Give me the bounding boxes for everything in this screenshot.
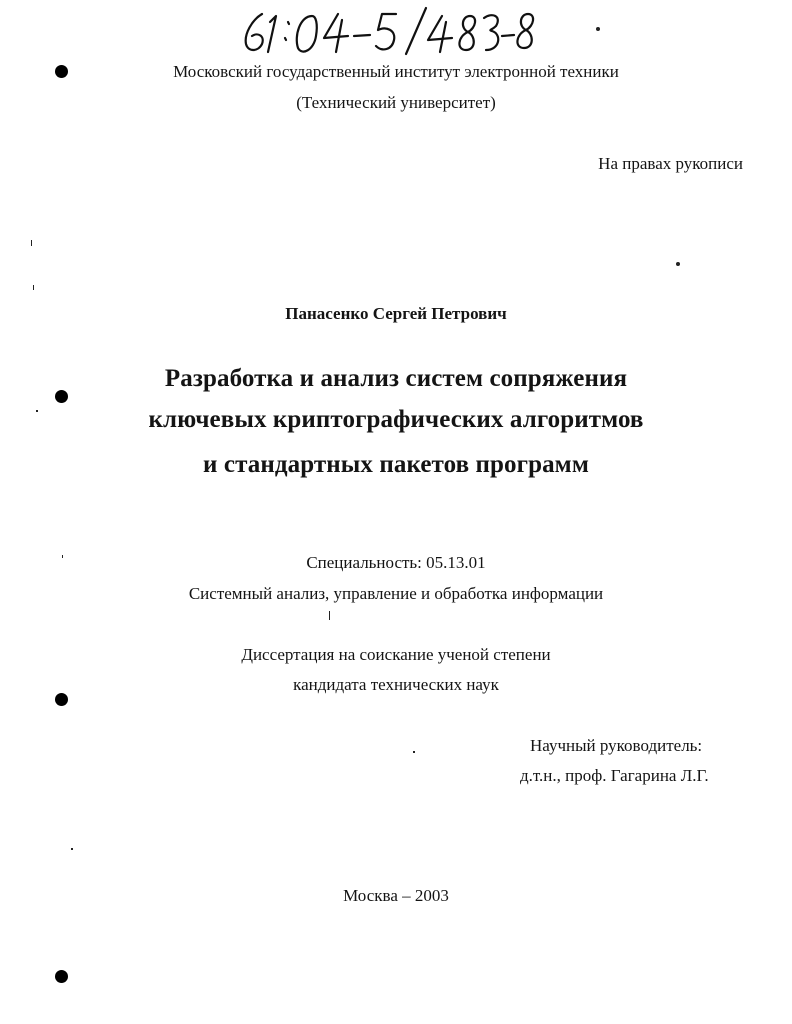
scan-speck — [31, 240, 32, 246]
dissertation-title-line-3: и стандартных пакетов программ — [203, 451, 589, 478]
handwritten-archive-number — [236, 6, 536, 56]
scan-speck — [413, 751, 415, 753]
punch-hole — [55, 970, 68, 983]
scan-speck — [71, 848, 73, 850]
specialty-code: Специальность: 05.13.01 — [306, 553, 486, 572]
specialty-name: Системный анализ, управление и обработка информации — [188, 584, 604, 603]
institution-name: Московский государственный институт электронной техники — [173, 62, 619, 81]
place-and-year: Москва – 2003 — [343, 886, 449, 905]
degree-line-1: Диссертация на соискание ученой степени — [241, 645, 551, 664]
dissertation-title-line-1: Разработка и анализ систем сопряжения — [164, 365, 628, 392]
institution-subtitle: (Технический университет) — [296, 93, 496, 112]
manuscript-rights-note: На правах рукописи — [598, 154, 743, 173]
scan-speck — [329, 611, 330, 620]
scan-speck — [33, 285, 34, 290]
author-name: Панасенко Сергей Петрович — [285, 304, 507, 323]
supervisor-name: д.т.н., проф. Гагарина Л.Г. — [520, 766, 709, 785]
scan-speck — [676, 262, 680, 266]
degree-line-2: кандидата технических наук — [293, 675, 499, 694]
supervisor-label: Научный руководитель: — [530, 736, 703, 755]
dissertation-title-line-2: ключевых криптографических алгоритмов — [148, 406, 644, 433]
scan-speck — [596, 27, 600, 31]
